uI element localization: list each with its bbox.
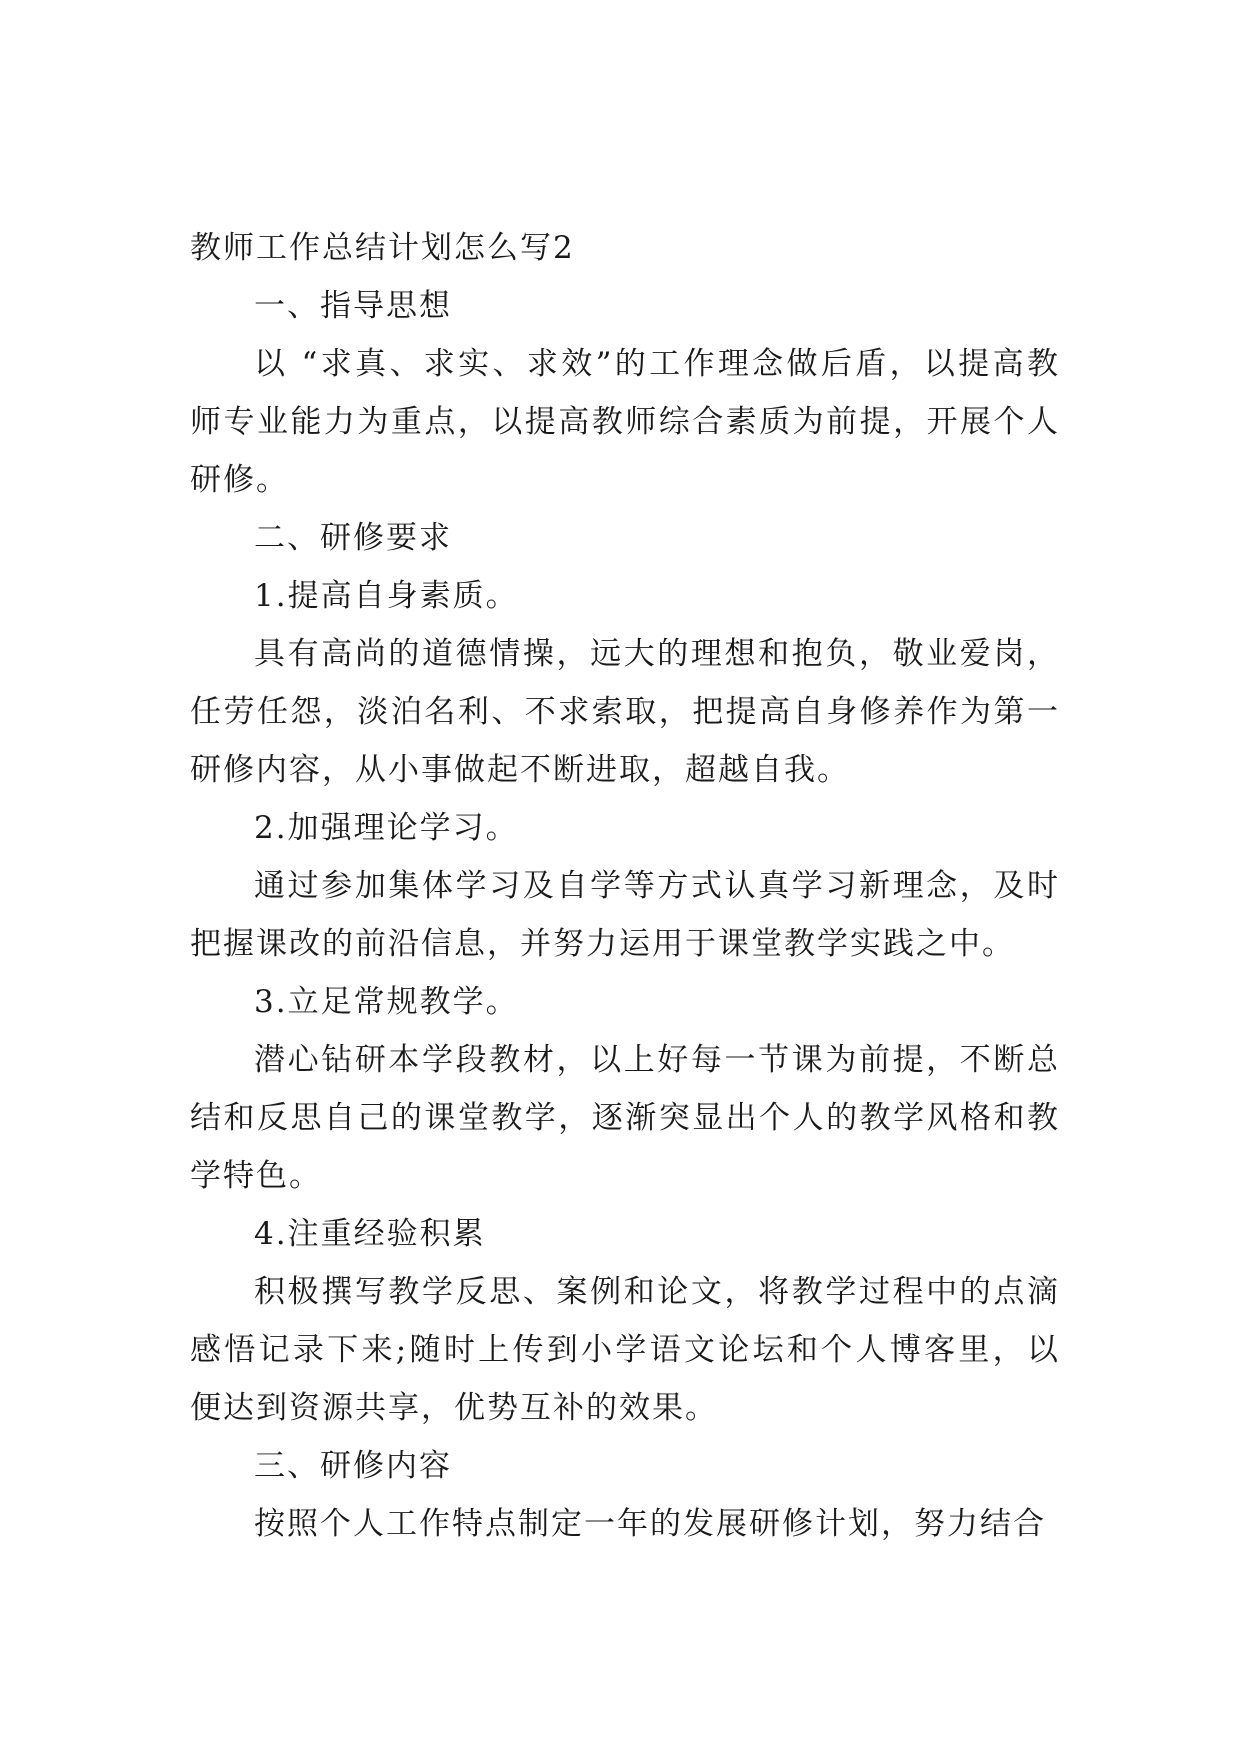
paragraph-2: 通过参加集体学习及自学等方式认真学习新理念，及时把握课改的前沿信息，并努力运用于课堂教学实践之中。 [190,868,1060,962]
subheading-1: 1.提高自身素质。 [254,578,519,614]
document-body [190,219,1060,1553]
subheading-4: 4.注重经验积累 [254,1216,486,1252]
paragraph-4: 积极撰写教学反思、案例和论文，将教学过程中的点滴感悟记录下来;随时上传到小学语文论坛和个人博客里，以便达到资源共享，优势互补的效果。 [190,1274,1060,1426]
section-heading-content: 三、研修内容 [254,1448,452,1484]
paragraph-3: 潜心钻研本学段教材，以上好每一节课为前提，不断总结和反思自己的课堂教学，逐渐突显出个人的教学风格和教学特色。 [190,1042,1060,1194]
section-heading-requirements: 二、研修要求 [254,520,452,556]
subheading-3: 3.立足常规教学。 [254,984,519,1020]
paragraph-guiding-thought: 以 “求真、求实、求效”的工作理念做后盾，以提高教师专业能力为重点，以提高教师综合素质为前提，开展个人研修。 [190,346,1060,498]
subheading-2: 2.加强理论学习。 [254,810,519,846]
paragraph-1: 具有高尚的道德情操，远大的理想和抱负，敬业爱岗，任劳任怨，淡泊名利、不求索取，把提高自身修养作为第一研修内容，从小事做起不断进取，超越自我。 [190,636,1060,788]
paragraph-content: 按照个人工作特点制定一年的发展研修计划，努力结合 [254,1506,1046,1542]
section-heading-guiding-thought: 一、指导思想 [254,288,452,324]
document-title: 教师工作总结计划怎么写2 [190,230,575,266]
